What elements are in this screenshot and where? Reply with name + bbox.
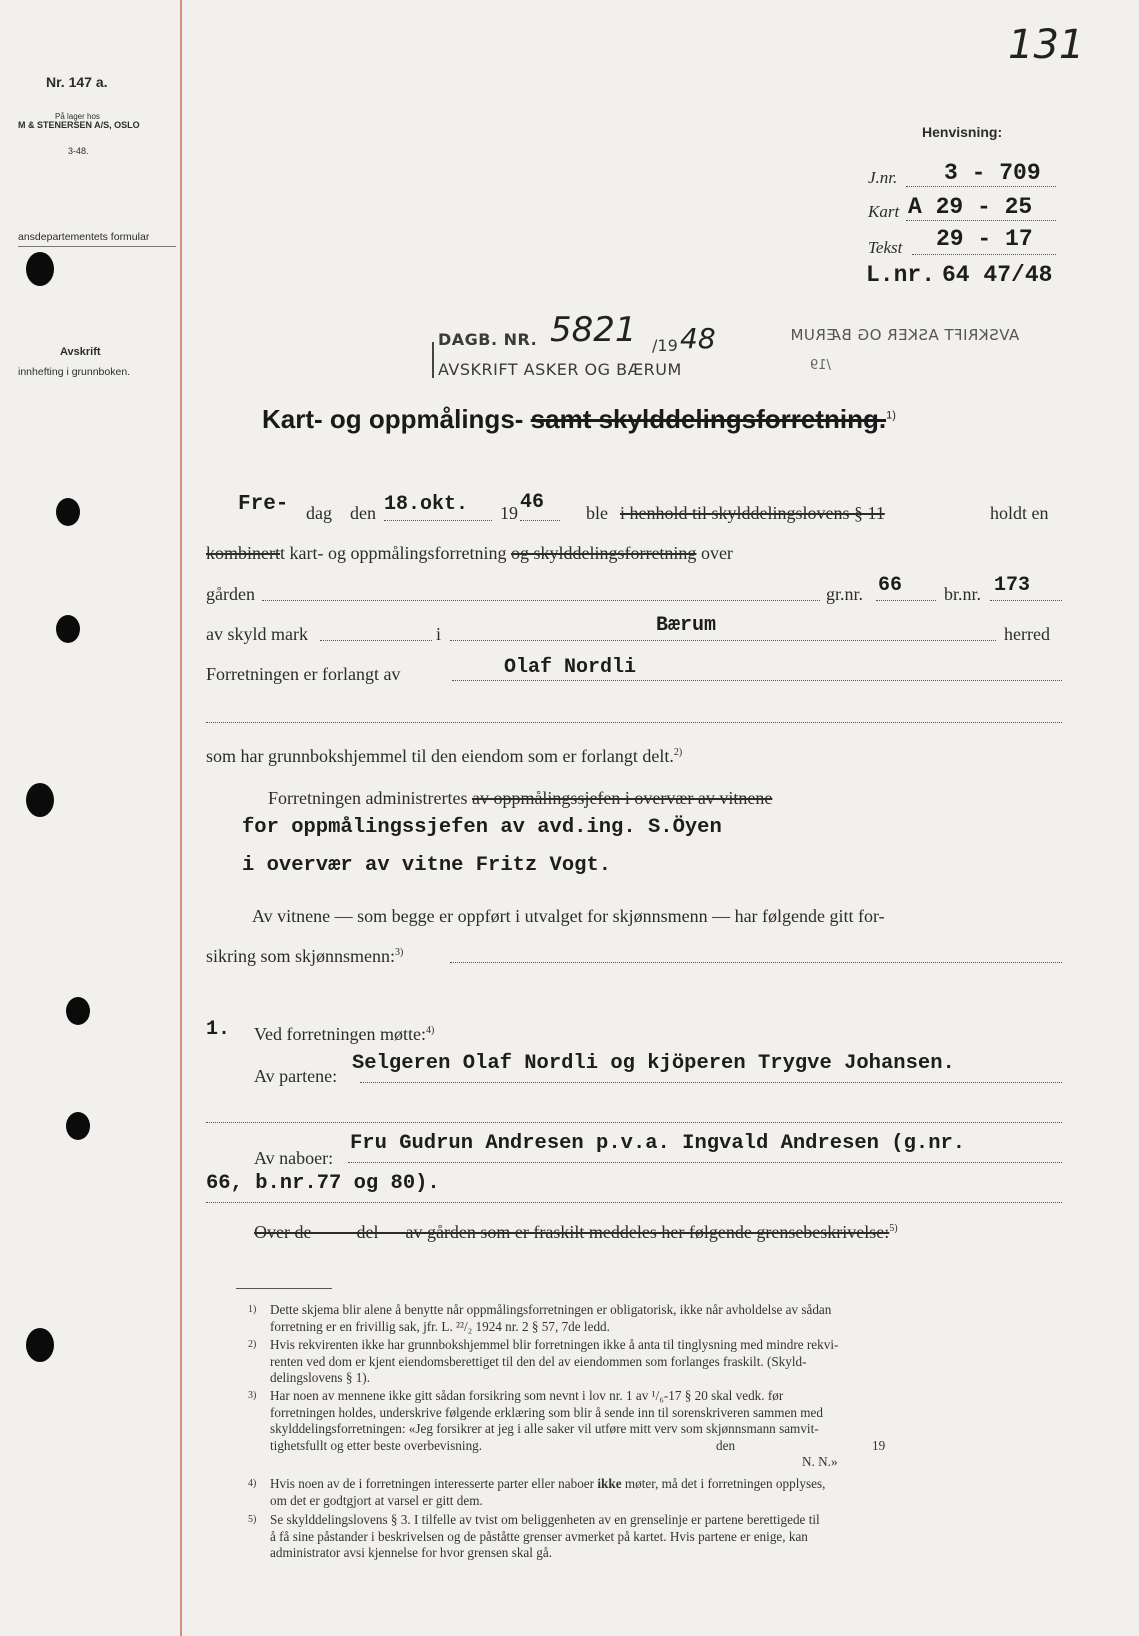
dagb-year-prefix: /19	[652, 336, 678, 355]
footnote-4-bold: ikke	[597, 1476, 622, 1491]
margin-innhefting: innhefting i grunnboken.	[18, 366, 131, 378]
holdt-en: holdt en	[990, 503, 1049, 523]
mirrored-stamp-small: /19	[810, 358, 831, 373]
struck-skylddeling: og skylddelingsforretning	[510, 543, 697, 563]
kart-value: A 29 - 25	[908, 194, 1033, 220]
footnote-5-line-b: å få sine påstander i beskrivelsen og de påståtte grenser avmerket på kartet. Hvis partene er enige, kan	[270, 1528, 808, 1544]
title-sup: 1)	[886, 409, 896, 422]
den-label: den	[350, 503, 376, 523]
struck-henhold: i henhold til skylddelingslovens § 11	[620, 503, 885, 523]
naboer-dots	[348, 1162, 1062, 1163]
lnr-label: L.nr.	[866, 262, 936, 288]
i-label: i	[436, 624, 442, 644]
garden-dots	[262, 600, 820, 601]
kommune-dots	[450, 640, 996, 641]
footnote-5-line-a: Se skylddelingslovens § 3. I tilfelle av tvist om beliggenheten av en grenselinje er partene berettigede til	[270, 1512, 820, 1527]
skyld-label: av skyld mark	[206, 624, 308, 644]
footnote-3-nn: N. N.»	[802, 1454, 838, 1469]
admin-typed-1: for oppmålingssjefen av avd.ing. S.Öyen	[242, 816, 722, 839]
grense-sup: 5)	[889, 1223, 898, 1234]
binding-hole	[26, 252, 54, 286]
reference-heading: Henvisning:	[922, 124, 1003, 140]
item-number: 1.	[206, 1018, 231, 1041]
brnr-dots	[990, 600, 1062, 601]
footnote-5-line-c: administrator avsi kjennelse for hvor grensen skal gå.	[270, 1545, 552, 1560]
herred-label: herred	[1004, 624, 1050, 644]
footnote-1-line-a: Dette skjema blir alene å benytte når oppmålingsforretningen er obligatorisk, ikke når avholdelse av sådan	[270, 1302, 832, 1317]
footnote-4-num: 4)	[248, 1478, 257, 1489]
grnr-dots	[876, 600, 936, 601]
title-part1: Kart- og oppmålings-	[262, 404, 524, 434]
grense-line	[254, 1222, 898, 1243]
binding-hole	[26, 783, 54, 817]
admin-struck: av oppmålingssjefen i overvær av vitnene	[471, 788, 773, 808]
day-typed: Fre-	[238, 493, 289, 516]
footnote-5-num: 5)	[248, 1514, 257, 1525]
kart-dots	[906, 220, 1056, 221]
footnote-4-part1: Hvis noen av de i forretningen interesserte parter eller naboer	[270, 1476, 595, 1491]
grunnbok-sup: 2)	[673, 747, 683, 758]
vitnene-sup: 3)	[395, 947, 404, 958]
footnote-2-line-a: Hvis rekvirenten ikke har grunnbokshjemmel blir forretningen ikke å anta til tinglysning med mindre rekvi-	[270, 1337, 839, 1352]
margin-avskrift: Avskrift	[60, 346, 101, 358]
grnr-label: gr.nr.	[826, 584, 864, 604]
form-department: ansdepartementets formular	[18, 231, 150, 243]
title-part2-struck: samt skylddelingsforretning.	[530, 404, 887, 434]
margin-line	[180, 0, 182, 1636]
motte-label: Ved forretningen møtte:	[254, 1024, 426, 1044]
footnote-4-part2: møter, må det i forretningen opplyses,	[624, 1476, 826, 1491]
dag-label: dag	[306, 503, 332, 523]
year-typed: 46	[520, 491, 545, 514]
footnote-3-line-d	[270, 1438, 1065, 1455]
binding-hole	[66, 997, 90, 1025]
dagb-stamp-label: DAGB. NR.	[438, 330, 538, 349]
grense-struck: Over de del av gården som er fraskilt meddeles her følgende grensebeskrivelse:	[254, 1222, 890, 1242]
footnote-4	[248, 1476, 1065, 1509]
footnote-3-num: 3)	[248, 1390, 257, 1401]
grnr-value: 66	[878, 574, 903, 597]
requester: Olaf Nordli	[504, 656, 637, 679]
footnote-rule	[236, 1288, 332, 1289]
ble-label: ble	[586, 503, 608, 523]
vitnene-line2	[206, 946, 403, 967]
admin-line	[268, 788, 772, 809]
forlangt-label: Forretningen er forlangt av	[206, 664, 401, 684]
brnr-label: br.nr.	[944, 584, 982, 604]
footnote-4-line-b: om det er godtgjort at varsel er gitt dem.	[270, 1492, 483, 1508]
partene-label: Av partene:	[254, 1066, 338, 1086]
binding-hole	[56, 615, 80, 643]
jnr-label: J.nr.	[868, 168, 898, 187]
brnr-value: 173	[994, 574, 1031, 597]
footnote-3-den: den	[716, 1437, 736, 1453]
form-date: 3-48.	[68, 146, 89, 156]
kommune: Bærum	[656, 614, 717, 637]
forlangt-dots	[452, 680, 1062, 681]
admin-typed-2: i overvær av vitne Fritz Vogt.	[242, 854, 612, 877]
year-prefix: 19	[500, 503, 518, 523]
tekst-value: 29 - 17	[936, 226, 1033, 252]
lnr-value: 64 47/48	[942, 262, 1053, 288]
vitnene-line1: Av vitnene — som begge er oppført i utvalget for skjønnsmenn — har følgende gitt for-	[252, 906, 885, 926]
dagb-year: 48	[680, 322, 716, 355]
binding-hole	[56, 498, 80, 526]
naboer-typed-2: 66, b.nr.77 og 80).	[206, 1172, 440, 1195]
admin-label: Forretningen administrertes	[268, 788, 468, 808]
mirrored-stamp: AVSKRIFT ASKER OG BÆRUM	[790, 326, 1020, 344]
garden-label: gården	[206, 584, 255, 604]
date-dots	[384, 520, 492, 521]
line2-text: t kart- og oppmålingsforretning	[280, 543, 507, 563]
footnote-3-line-c: skylddelingsforretningen: «Jeg forsikrer at jeg i alle saker vil utføre mitt verv som skjønnsmann samvit-	[270, 1421, 819, 1436]
dagb-number: 5821	[550, 310, 637, 350]
struck-kombiner: kombinert	[206, 543, 280, 563]
tekst-dots	[912, 254, 1056, 255]
footnote-2-line-c: delingslovens § 1).	[270, 1370, 370, 1385]
avskrift-stamp: AVSKRIFT ASKER OG BÆRUM	[438, 360, 682, 379]
year-dots	[520, 520, 560, 521]
footnote-3	[248, 1388, 1065, 1471]
footnote-1-line-b: forretning er en frivillig sak, jfr. L. ²²/₂ 1924 nr. 2 § 57, 7de ledd.	[270, 1318, 610, 1334]
form-department-rule	[18, 246, 176, 247]
blank-line-dots	[206, 722, 1062, 723]
footnote-3-19: 19	[872, 1437, 886, 1453]
form-printer: På lager hos	[55, 112, 100, 121]
skyld-dots	[320, 640, 432, 641]
tekst-label: Tekst	[868, 238, 903, 257]
naboer-typed-1: Fru Gudrun Andresen p.v.a. Ingvald Andresen (g.nr.	[350, 1132, 966, 1155]
naboer-blank-dots	[206, 1202, 1062, 1203]
footnote-3-line-d-text: tighetsfullt og etter beste overbevisning.	[270, 1437, 483, 1453]
document-title	[262, 404, 896, 435]
partene-typed: Selgeren Olaf Nordli og kjöperen Trygve Johansen.	[352, 1052, 955, 1075]
partene-blank-dots	[206, 1122, 1062, 1123]
vitnene-dots	[450, 962, 1062, 963]
footnote-2-line-b: renten ved dom er kjent eiendomsberettiget til den del av eiendommen som forlanges fraskilt. (Skyld-	[270, 1353, 807, 1369]
footnote-4-line-a	[270, 1476, 1065, 1493]
form-number: Nr. 147 a.	[46, 74, 108, 90]
naboer-label: Av naboer:	[254, 1148, 334, 1168]
over-label: over	[700, 543, 733, 563]
binding-hole	[26, 1328, 54, 1362]
grunnbok-text	[206, 746, 682, 767]
footnote-2-num: 2)	[248, 1339, 257, 1350]
footnote-1	[248, 1302, 1065, 1335]
footnote-3-line-b: forretningen holdes, underskrive følgende erklæring som blir å sende inn til sorenskriveren sammen med	[270, 1404, 823, 1420]
footnote-1-num: 1)	[248, 1304, 257, 1315]
form-printer-name: M & STENERSEN A/S, OSLO	[18, 120, 140, 130]
footnote-3-line-a: Har noen av mennene ikke gitt sådan forsikring som nevnt i lov nr. 1 av ¹/₆-17 § 20 skal vedk. før	[270, 1388, 784, 1403]
avskrift-stamp-rule	[432, 342, 434, 378]
partene-dots	[360, 1082, 1062, 1083]
date-typed: 18.okt.	[384, 493, 469, 516]
vitnene-label: sikring som skjønnsmenn:	[206, 946, 396, 966]
footnote-5	[248, 1512, 1065, 1562]
page-number: 131	[1008, 22, 1085, 68]
motte-line	[254, 1024, 434, 1045]
grunnbok-label: som har grunnbokshjemmel til den eiendom som er forlangt delt.	[206, 746, 674, 766]
binding-hole	[66, 1112, 90, 1140]
line2	[206, 543, 733, 564]
kart-label: Kart	[868, 202, 900, 221]
jnr-value: 3 - 709	[944, 160, 1041, 186]
jnr-dots	[906, 186, 1056, 187]
motte-sup: 4)	[425, 1025, 435, 1036]
footnote-2	[248, 1337, 1065, 1387]
